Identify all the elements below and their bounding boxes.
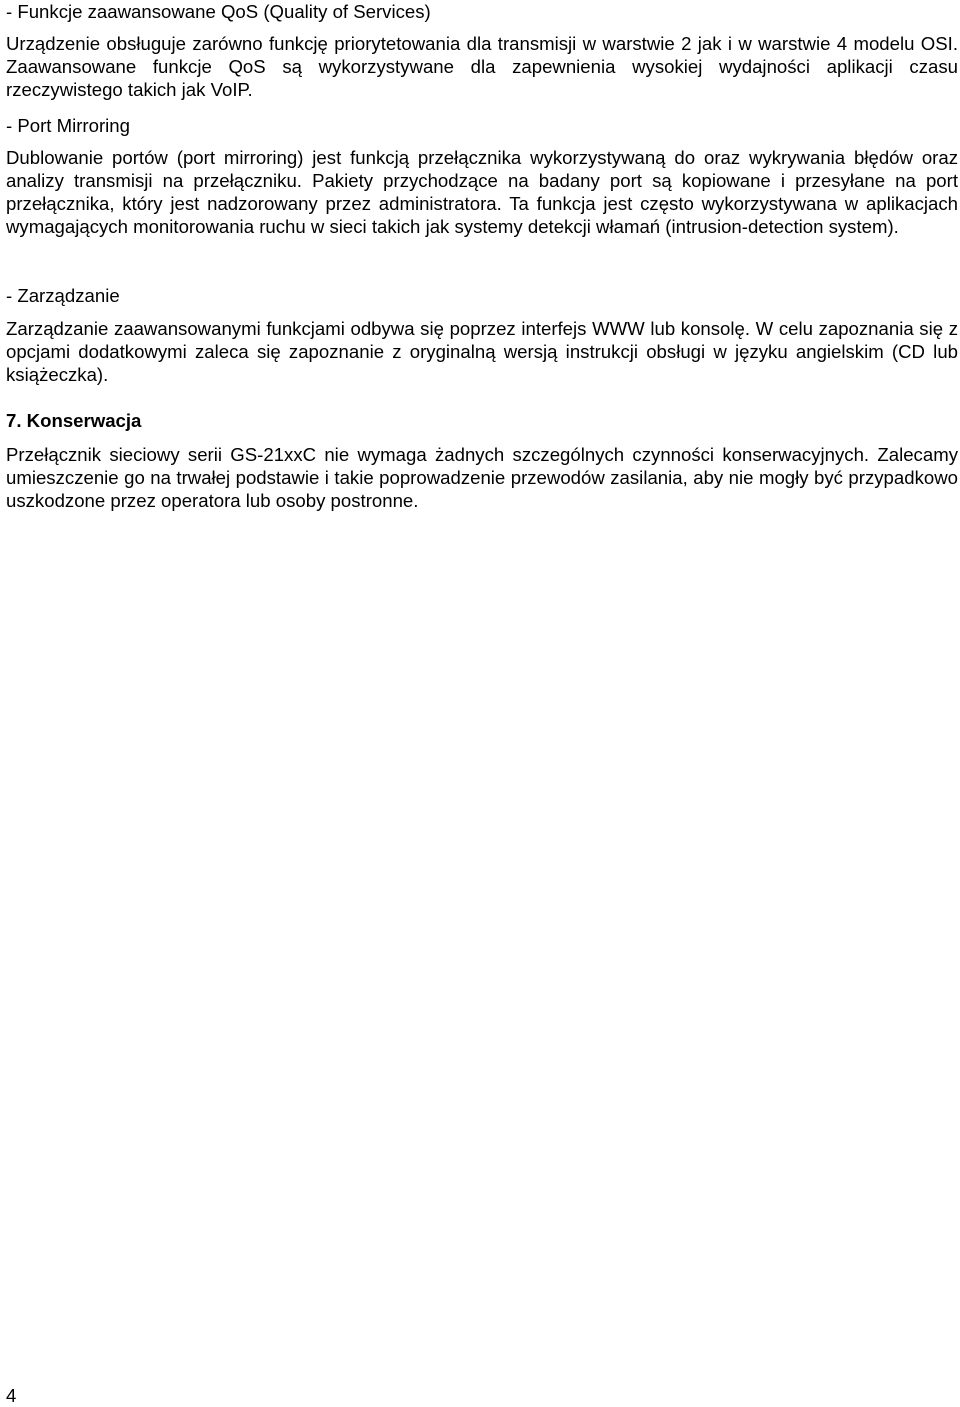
heading-port-mirroring: - Port Mirroring — [6, 115, 130, 136]
paragraph-maintenance: Przełącznik sieciowy serii GS-21xxC nie wymaga żadnych szczególnych czynności konserwacyjnych. Zalecamy umieszczenie go na trwałej podstawie i takie poprowadzenie przewodów zasilania, aby nie mogły być przypadkowo uszkodzone przez operatora lub osoby postronne. — [6, 444, 958, 511]
paragraph-management: Zarządzanie zaawansowanymi funkcjami odbywa się poprzez interfejs WWW lub konsolę. W celu zapoznania się z opcjami dodatkowymi zaleca się zapoznanie z oryginalną wersją instrukcji obsługi w języku angielskim (CD lub książeczka). — [6, 318, 958, 385]
heading-management: - Zarządzanie — [6, 285, 120, 306]
heading-qos: - Funkcje zaawansowane QoS (Quality of Services) — [6, 1, 431, 22]
paragraph-port-mirroring: Dublowanie portów (port mirroring) jest funkcją przełącznika wykorzystywaną do oraz wykrywania błędów oraz analizy transmisji na przełączniku. Pakiety przychodzące na badany port są kopiowane i przesyłane na port przełącznika, który jest nadzorowany przez administratora. Ta funkcja jest często wykorzystywana w aplikacjach wymagających monitorowania ruchu w sieci takich jak systemy detekcji włamań (intrusion-detection system). — [6, 147, 958, 237]
paragraph-qos: Urządzenie obsługuje zarówno funkcję priorytetowania dla transmisji w warstwie 2 jak i w warstwie 4 modelu OSI. Zaawansowane funkcje QoS są wykorzystywane dla zapewnienia wysokiej wydajności aplikacji czasu rzeczywistego takich jak VoIP. — [6, 33, 958, 100]
page-number: 4 — [6, 1385, 17, 1406]
section-title-maintenance: 7. Konserwacja — [6, 410, 142, 431]
